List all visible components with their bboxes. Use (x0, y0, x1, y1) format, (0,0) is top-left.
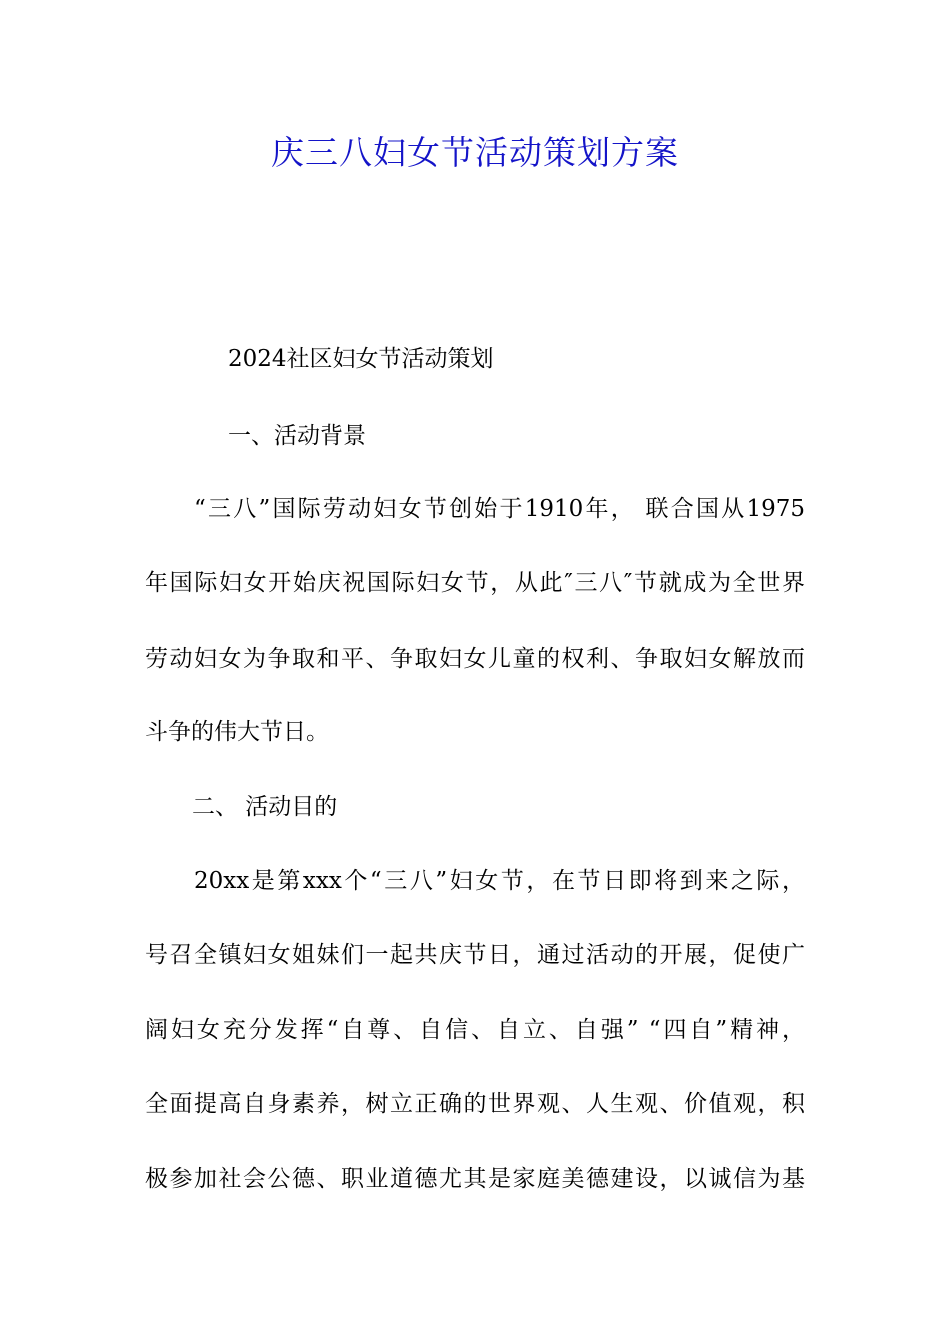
paragraph-line: 阔妇女充分发挥“自尊、自信、自立、自强” “四自”精神， (145, 1017, 805, 1043)
paragraph-line: “三八”国际劳动妇女节创始于1910年， 联合国从1975 (194, 496, 805, 522)
paragraph-line: 20xx是第xxx个“三八”妇女节，在节日即将到来之际， (194, 868, 805, 894)
paragraph-line: 全面提高自身素养，树立正确的世界观、人生观、价值观，积 (145, 1091, 805, 1117)
paragraph-line: 劳动妇女为争取和平、争取妇女儿童的权利、争取妇女解放而 (145, 646, 805, 672)
paragraph-line: 斗争的伟大节日。 (145, 719, 329, 745)
paragraph-line: 年国际妇女开始庆祝国际妇女节，从此″三八″节就成为全世界 (145, 570, 805, 596)
paragraph-line: 号召全镇妇女姐妹们一起共庆节日，通过活动的开展，促使广 (145, 942, 805, 968)
paragraph-line: 极参加社会公德、职业道德尤其是家庭美德建设，以诚信为基 (145, 1166, 805, 1192)
document-subtitle: 2024社区妇女节活动策划 (228, 346, 494, 372)
document-title: 庆三八妇女节活动策划方案 (271, 133, 679, 172)
section-heading-background: 一、活动背景 (228, 423, 366, 449)
section-heading-purpose: 二、 活动目的 (192, 794, 338, 820)
